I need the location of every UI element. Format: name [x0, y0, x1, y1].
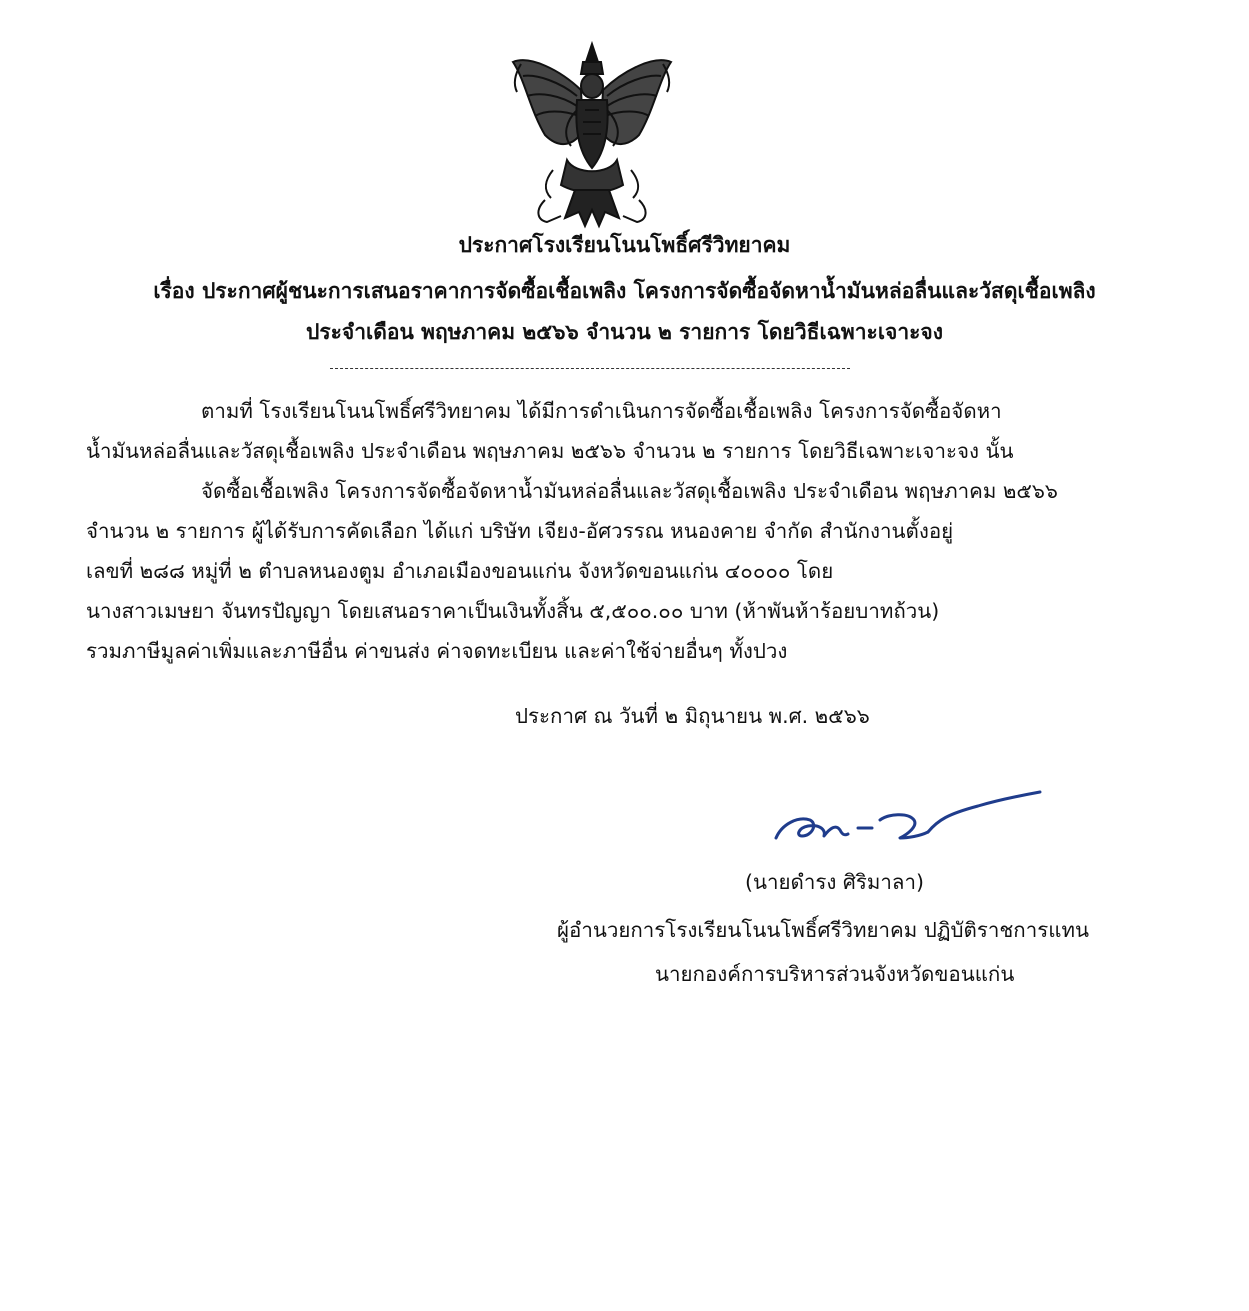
paragraph-reference: [86, 391, 1158, 471]
document-title: ประกาศโรงเรียนโนนโพธิ์ศรีวิทยาคม: [458, 233, 791, 257]
title-divider: [330, 368, 850, 369]
paragraph-line: เลขที่ ๒๘๘ หมู่ที่ ๒ ตำบลหนองตูม อำเภอเมืองขอนแก่น จังหวัดขอนแก่น ๔๐๐๐๐ โดย: [86, 559, 834, 583]
paragraph-line: ตามที่ โรงเรียนโนนโพธิ์ศรีวิทยาคม ได้มีการดำเนินการจัดซื้อเชื้อเพลิง โครงการจัดซื้อจัดหา: [201, 399, 1002, 423]
signatory-position: ผู้อำนวยการโรงเรียนโนนโพธิ์ศรีวิทยาคม ปฏิบัติราชการแทน: [557, 918, 1089, 942]
garuda-emblem-icon: [505, 40, 680, 230]
paragraph-line: น้ำมันหล่อลื่นและวัสดุเชื้อเพลิง ประจำเดือน พฤษภาคม ๒๕๖๖ จำนวน ๒ รายการ โดยวิธีเฉพาะเจาะจง นั้น: [86, 439, 1014, 463]
announcement-date: ประกาศ ณ วันที่ ๒ มิถุนายน พ.ศ. ๒๕๖๖: [515, 704, 870, 728]
document-subject-line-2: ประจำเดือน พฤษภาคม ๒๕๖๖ จำนวน ๒ รายการ โดยวิธีเฉพาะเจาะจง: [306, 320, 943, 344]
handwritten-signature: [768, 780, 1048, 850]
paragraph-line: รวมภาษีมูลค่าเพิ่มและภาษีอื่น ค่าขนส่ง ค่าจดทะเบียน และค่าใช้จ่ายอื่นๆ ทั้งปวง: [86, 639, 788, 663]
signatory-name: (นายดำรง ศิริมาลา): [744, 870, 924, 894]
signatory-position-line-2: นายกองค์การบริหารส่วนจังหวัดขอนแก่น: [655, 962, 1015, 986]
paragraph-winner: [86, 471, 1158, 671]
document-subject: เรื่อง ประกาศผู้ชนะการเสนอราคาการจัดซื้อเชื้อเพลิง โครงการจัดซื้อจัดหาน้ำมันหล่อลื่นและวัสดุเชื้อเพลิง: [153, 279, 1096, 303]
paragraph-line: จำนวน ๒ รายการ ผู้ได้รับการคัดเลือก ได้แก่ บริษัท เจียง-อัศวรรณ หนองคาย จำกัด สำนักงานตั้งอยู่: [86, 519, 954, 543]
paragraph-line: นางสาวเมษยา จันทรปัญญา โดยเสนอราคาเป็นเงินทั้งสิ้น ๕,๕๐๐.๐๐ บาท (ห้าพันห้าร้อยบาทถ้วน): [86, 599, 940, 623]
paragraph-line: จัดซื้อเชื้อเพลิง โครงการจัดซื้อจัดหาน้ำมันหล่อลื่นและวัสดุเชื้อเพลิง ประจำเดือน พฤษภาคม ๒๕๖๖: [201, 479, 1058, 503]
